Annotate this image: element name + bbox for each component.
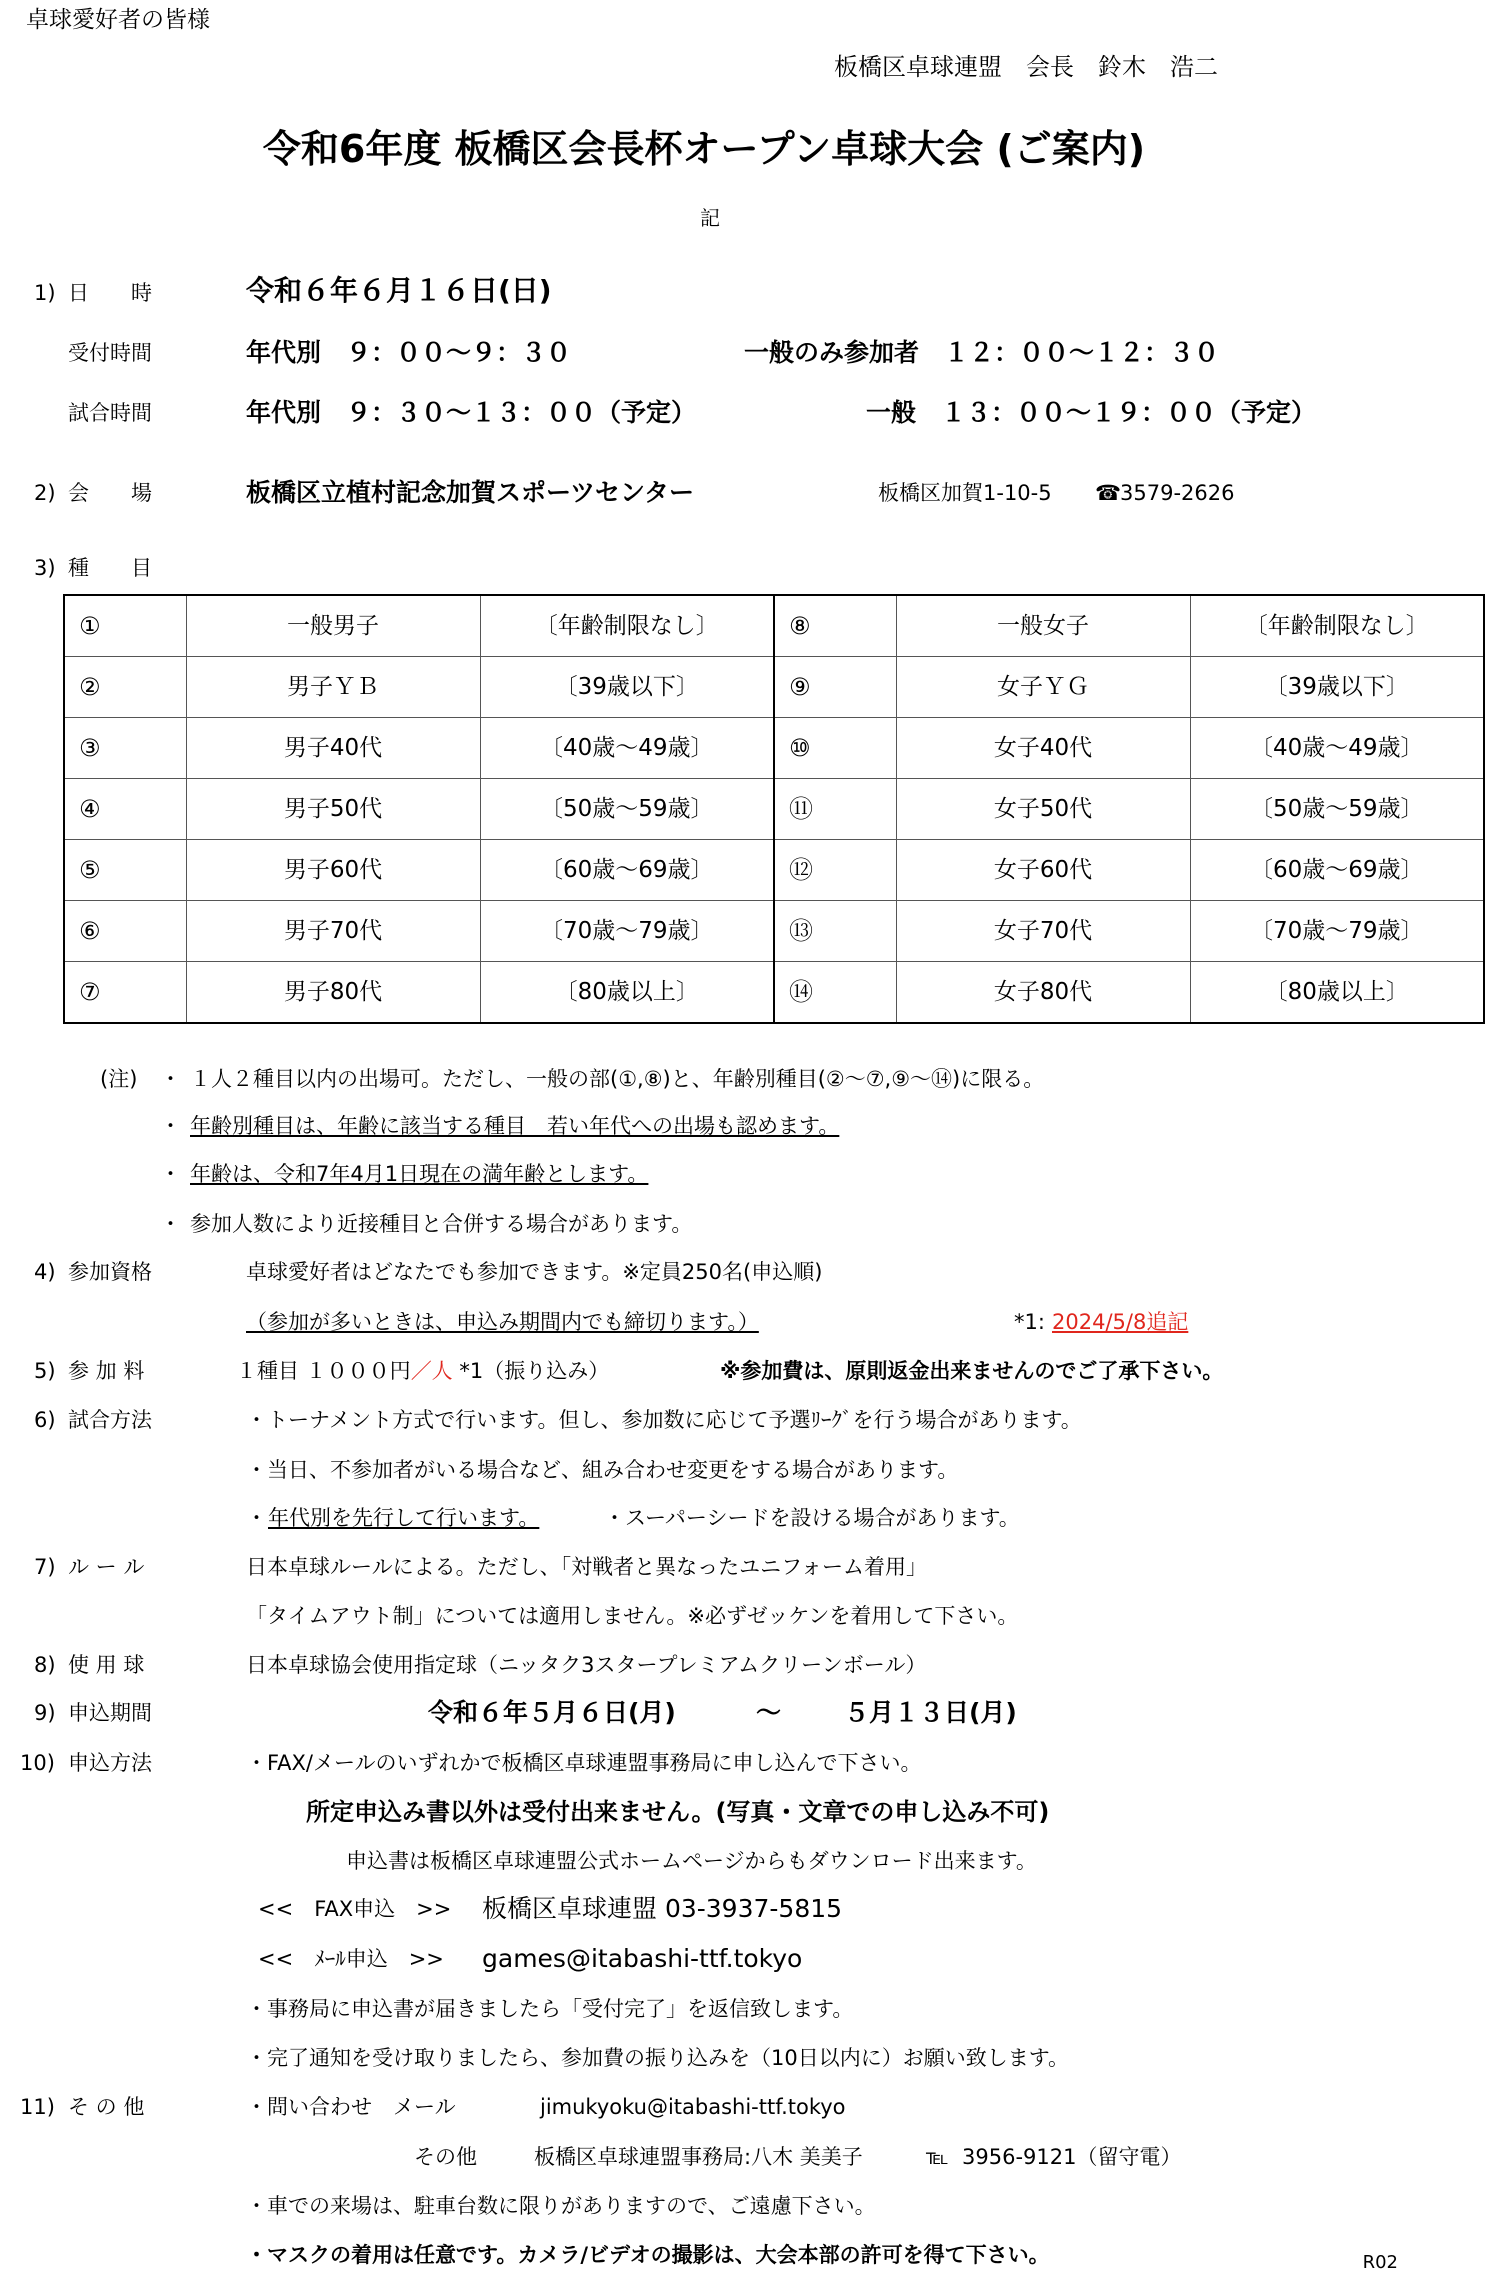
apply-line-pay: ・完了通知を受け取りましたら、参加費の振り込みを（10日以内に）お願い致します。 [246,2046,1070,2070]
event-number: ⑨ [774,657,896,718]
event-name: 女子80代 [896,962,1190,1024]
event-number: ④ [64,779,186,840]
period-end: ５月１３日(月) [844,1698,1017,1727]
event-name: 女子60代 [896,840,1190,901]
ki-mark: 記 [700,206,720,230]
section-4-number: 4) [34,1260,56,1284]
fee-per-person: ／人 [410,1359,453,1383]
fee-amount: １種目 １０００円 [236,1359,411,1383]
entry-fee [236,1358,609,1384]
event-age-range: 〔50歳〜59歳〕 [480,779,774,840]
note-1: １人２種目以内の出場可。ただし、一般の部(①,⑧)と、年齢別種目(②〜⑦,⑨〜⑭)に限る。 [190,1067,1045,1091]
event-age-range: 〔年齢制限なし〕 [480,595,774,657]
fee-tail: *1（振り込み） [452,1359,610,1383]
greeting: 卓球愛好者の皆様 [26,7,210,33]
event-age-range: 〔70歳〜79歳〕 [480,901,774,962]
note-bullet: ・ [160,1067,181,1091]
event-name: 男子70代 [186,901,480,962]
section-4-label: 参加資格 [68,1260,152,1284]
section-2-number: 2) [34,481,56,505]
event-age-range: 〔50歳〜59歳〕 [1190,779,1484,840]
event-age-range: 〔70歳〜79歳〕 [1190,901,1484,962]
event-number: ② [64,657,186,718]
apply-download-note: 申込書は板橋区卓球連盟公式ホームページからもダウンロード出来ます。 [346,1849,1037,1873]
section-8-label: 使 用 球 [68,1653,145,1677]
apply-line-done: ・事務局に申込書が届きましたら「受付完了」を返信致します。 [246,1997,854,2021]
contact-mail: jimukyoku@itabashi-ttf.tokyo [540,2095,846,2119]
section-1-number: 1) [34,281,56,305]
reception-general-time: 一般のみ参加者 １２：００〜１２：３０ [744,338,1220,367]
period-start: 令和６年５月６日(月) [428,1698,676,1727]
section-5-label: 参 加 料 [68,1359,145,1383]
event-row [64,779,1484,840]
event-age-range: 〔60歳〜69歳〕 [480,840,774,901]
note-2: 年齢別種目は、年齢に該当する種目 若い年代への出場も認めます。 [190,1114,840,1138]
event-name: 一般女子 [896,595,1190,657]
ball-text: 日本卓球協会使用指定球（ニッタク3スタープレミアムクリーンボール） [246,1653,927,1677]
event-row [64,962,1484,1024]
apply-bold-notice: 所定申込み書以外は受付出来ません。(写真・文章での申し込み不可) [306,1798,1050,1826]
car-note: ・車での来場は、駐車台数に限りがありますので、ご遠慮下さい。 [246,2194,876,2218]
page-title: 令和6年度 板橋区会長杯オープン卓球大会 (ご案内) [262,127,1146,171]
event-name: 男子40代 [186,718,480,779]
other-office: 板橋区卓球連盟事務局:八木 美美子 [534,2145,863,2169]
period-tilde: 〜 [756,1698,782,1727]
match-age-time: 年代別 ９：３０〜１３：００（予定） [246,398,697,427]
rules-line-2: 「タイムアウト制」については適用しません。※必ずゼッケンを着用して下さい。 [246,1604,1019,1628]
event-row [64,657,1484,718]
event-date: 令和６年６月１６日(日) [246,274,552,307]
eligibility-line-2: （参加が多いときは、申込み期間内でも締切ります。） [246,1310,759,1334]
venue-address: 板橋区加賀1-10-5 [878,481,1052,505]
section-10-label: 申込方法 [68,1751,152,1775]
event-number: ⑧ [774,595,896,657]
event-age-range: 〔年齢制限なし〕 [1190,595,1484,657]
mask-note: ・マスクの着用は任意です。カメラ/ビデオの撮影は、大会本部の許可を得て下さい。 [246,2243,1050,2267]
sender: 板橋区卓球連盟 会長 鈴木 浩二 [834,53,1218,81]
event-name: 女子ＹＧ [896,657,1190,718]
event-number: ⑥ [64,901,186,962]
fee-note: ※参加費は、原則返金出来ませんのでご了承下さい。 [720,1359,1224,1383]
event-name: 女子50代 [896,779,1190,840]
event-number: ⑦ [64,962,186,1024]
event-row [64,901,1484,962]
section-3-number: 3) [34,556,56,580]
tel-icon: ℡ [926,2145,949,2169]
apply-line-1: ・FAX/メールのいずれかで板橋区卓球連盟事務局に申し込んで下さい。 [246,1751,922,1775]
section-2-label: 会 場 [68,481,152,505]
section-7-label: ル ー ル [68,1555,145,1579]
format-line-2: ・当日、不参加者がいる場合など、組み合わせ変更をする場合があります。 [246,1458,959,1482]
event-number: ⑩ [774,718,896,779]
eligibility-line-1: 卓球愛好者はどなたでも参加できます。※定員250名(申込順) [246,1260,823,1284]
format-line-3a: 年代別を先行して行います。 [268,1506,540,1530]
note-3: 年齢は、令和7年4月1日現在の満年齢とします。 [190,1162,649,1186]
event-name: 一般男子 [186,595,480,657]
section-5-number: 5) [34,1359,56,1383]
event-row [64,595,1484,657]
mail-value: games@itabashi-ttf.tokyo [482,1944,803,1973]
section-11-label: そ の 他 [68,2095,145,2119]
note-bullet: ・ [160,1114,181,1138]
fax-value: 板橋区卓球連盟 03-3937-5815 [482,1894,843,1923]
section-8-number: 8) [34,1653,56,1677]
format-line-3b: ・スーパーシードを設ける場合があります。 [604,1506,1020,1530]
event-number: ⑫ [774,840,896,901]
event-number: ⑭ [774,962,896,1024]
event-row [64,718,1484,779]
other-tel: 3956-9121（留守電） [962,2145,1182,2169]
section-9-label: 申込期間 [68,1701,152,1725]
event-age-range: 〔80歳以上〕 [1190,962,1484,1024]
event-age-range: 〔39歳以下〕 [1190,657,1484,718]
footnote-prefix: *1: [1014,1310,1045,1334]
note-4: 参加人数により近接種目と合併する場合があります。 [190,1212,693,1236]
event-age-range: 〔39歳以下〕 [480,657,774,718]
mail-label: << ﾒｰﾙ申込 >> [258,1947,444,1971]
event-age-range: 〔60歳〜69歳〕 [1190,840,1484,901]
section-6-label: 試合方法 [68,1408,152,1432]
other-label: その他 [414,2145,477,2169]
events-table [63,594,1485,1024]
section-3-label: 種 目 [68,556,152,580]
fax-label: << FAX申込 >> [258,1897,452,1921]
event-name: 男子50代 [186,779,480,840]
section-10-number: 10) [20,1751,55,1775]
reception-age-time: 年代別 ９：００〜９：３０ [246,338,572,367]
event-number: ⑬ [774,901,896,962]
event-name: 女子40代 [896,718,1190,779]
section-1-label: 日 時 [68,281,152,305]
event-age-range: 〔80歳以上〕 [480,962,774,1024]
event-number: ③ [64,718,186,779]
event-age-range: 〔40歳〜49歳〕 [1190,718,1484,779]
venue-name: 板橋区立植村記念加賀スポーツセンター [246,478,695,507]
event-name: 男子80代 [186,962,480,1024]
event-number: ① [64,595,186,657]
event-name: 男子60代 [186,840,480,901]
event-name: 女子70代 [896,901,1190,962]
notes-prefix: (注) [100,1067,138,1091]
match-label: 試合時間 [68,401,152,425]
footnote-date: 2024/5/8追記 [1052,1310,1189,1334]
section-9-number: 9) [34,1701,56,1725]
format-line-1: ・トーナメント方式で行います。但し、参加数に応じて予選ﾘｰｸﾞを行う場合があります。 [246,1408,1082,1432]
note-bullet: ・ [160,1162,181,1186]
event-number: ⑪ [774,779,896,840]
note-bullet: ・ [160,1212,181,1236]
venue-phone: 3579-2626 [1120,481,1235,505]
footer-code: R02 [1362,2252,1398,2273]
event-row [64,840,1484,901]
reception-label: 受付時間 [68,341,152,365]
event-name: 男子ＹＢ [186,657,480,718]
contact-label: ・問い合わせ メール [246,2095,456,2119]
phone-icon: ☎ [1095,481,1122,505]
match-general-time: 一般 １３：００〜１９：００（予定） [865,398,1316,427]
rules-line-1: 日本卓球ルールによる。ただし、「対戦者と異なったユニフォーム着用」 [246,1555,928,1579]
event-age-range: 〔40歳〜49歳〕 [480,718,774,779]
format-line-3a-bullet: ・ [246,1506,267,1530]
event-number: ⑤ [64,840,186,901]
section-7-number: 7) [34,1555,56,1579]
section-6-number: 6) [34,1408,56,1432]
section-11-number: 11) [20,2095,55,2119]
